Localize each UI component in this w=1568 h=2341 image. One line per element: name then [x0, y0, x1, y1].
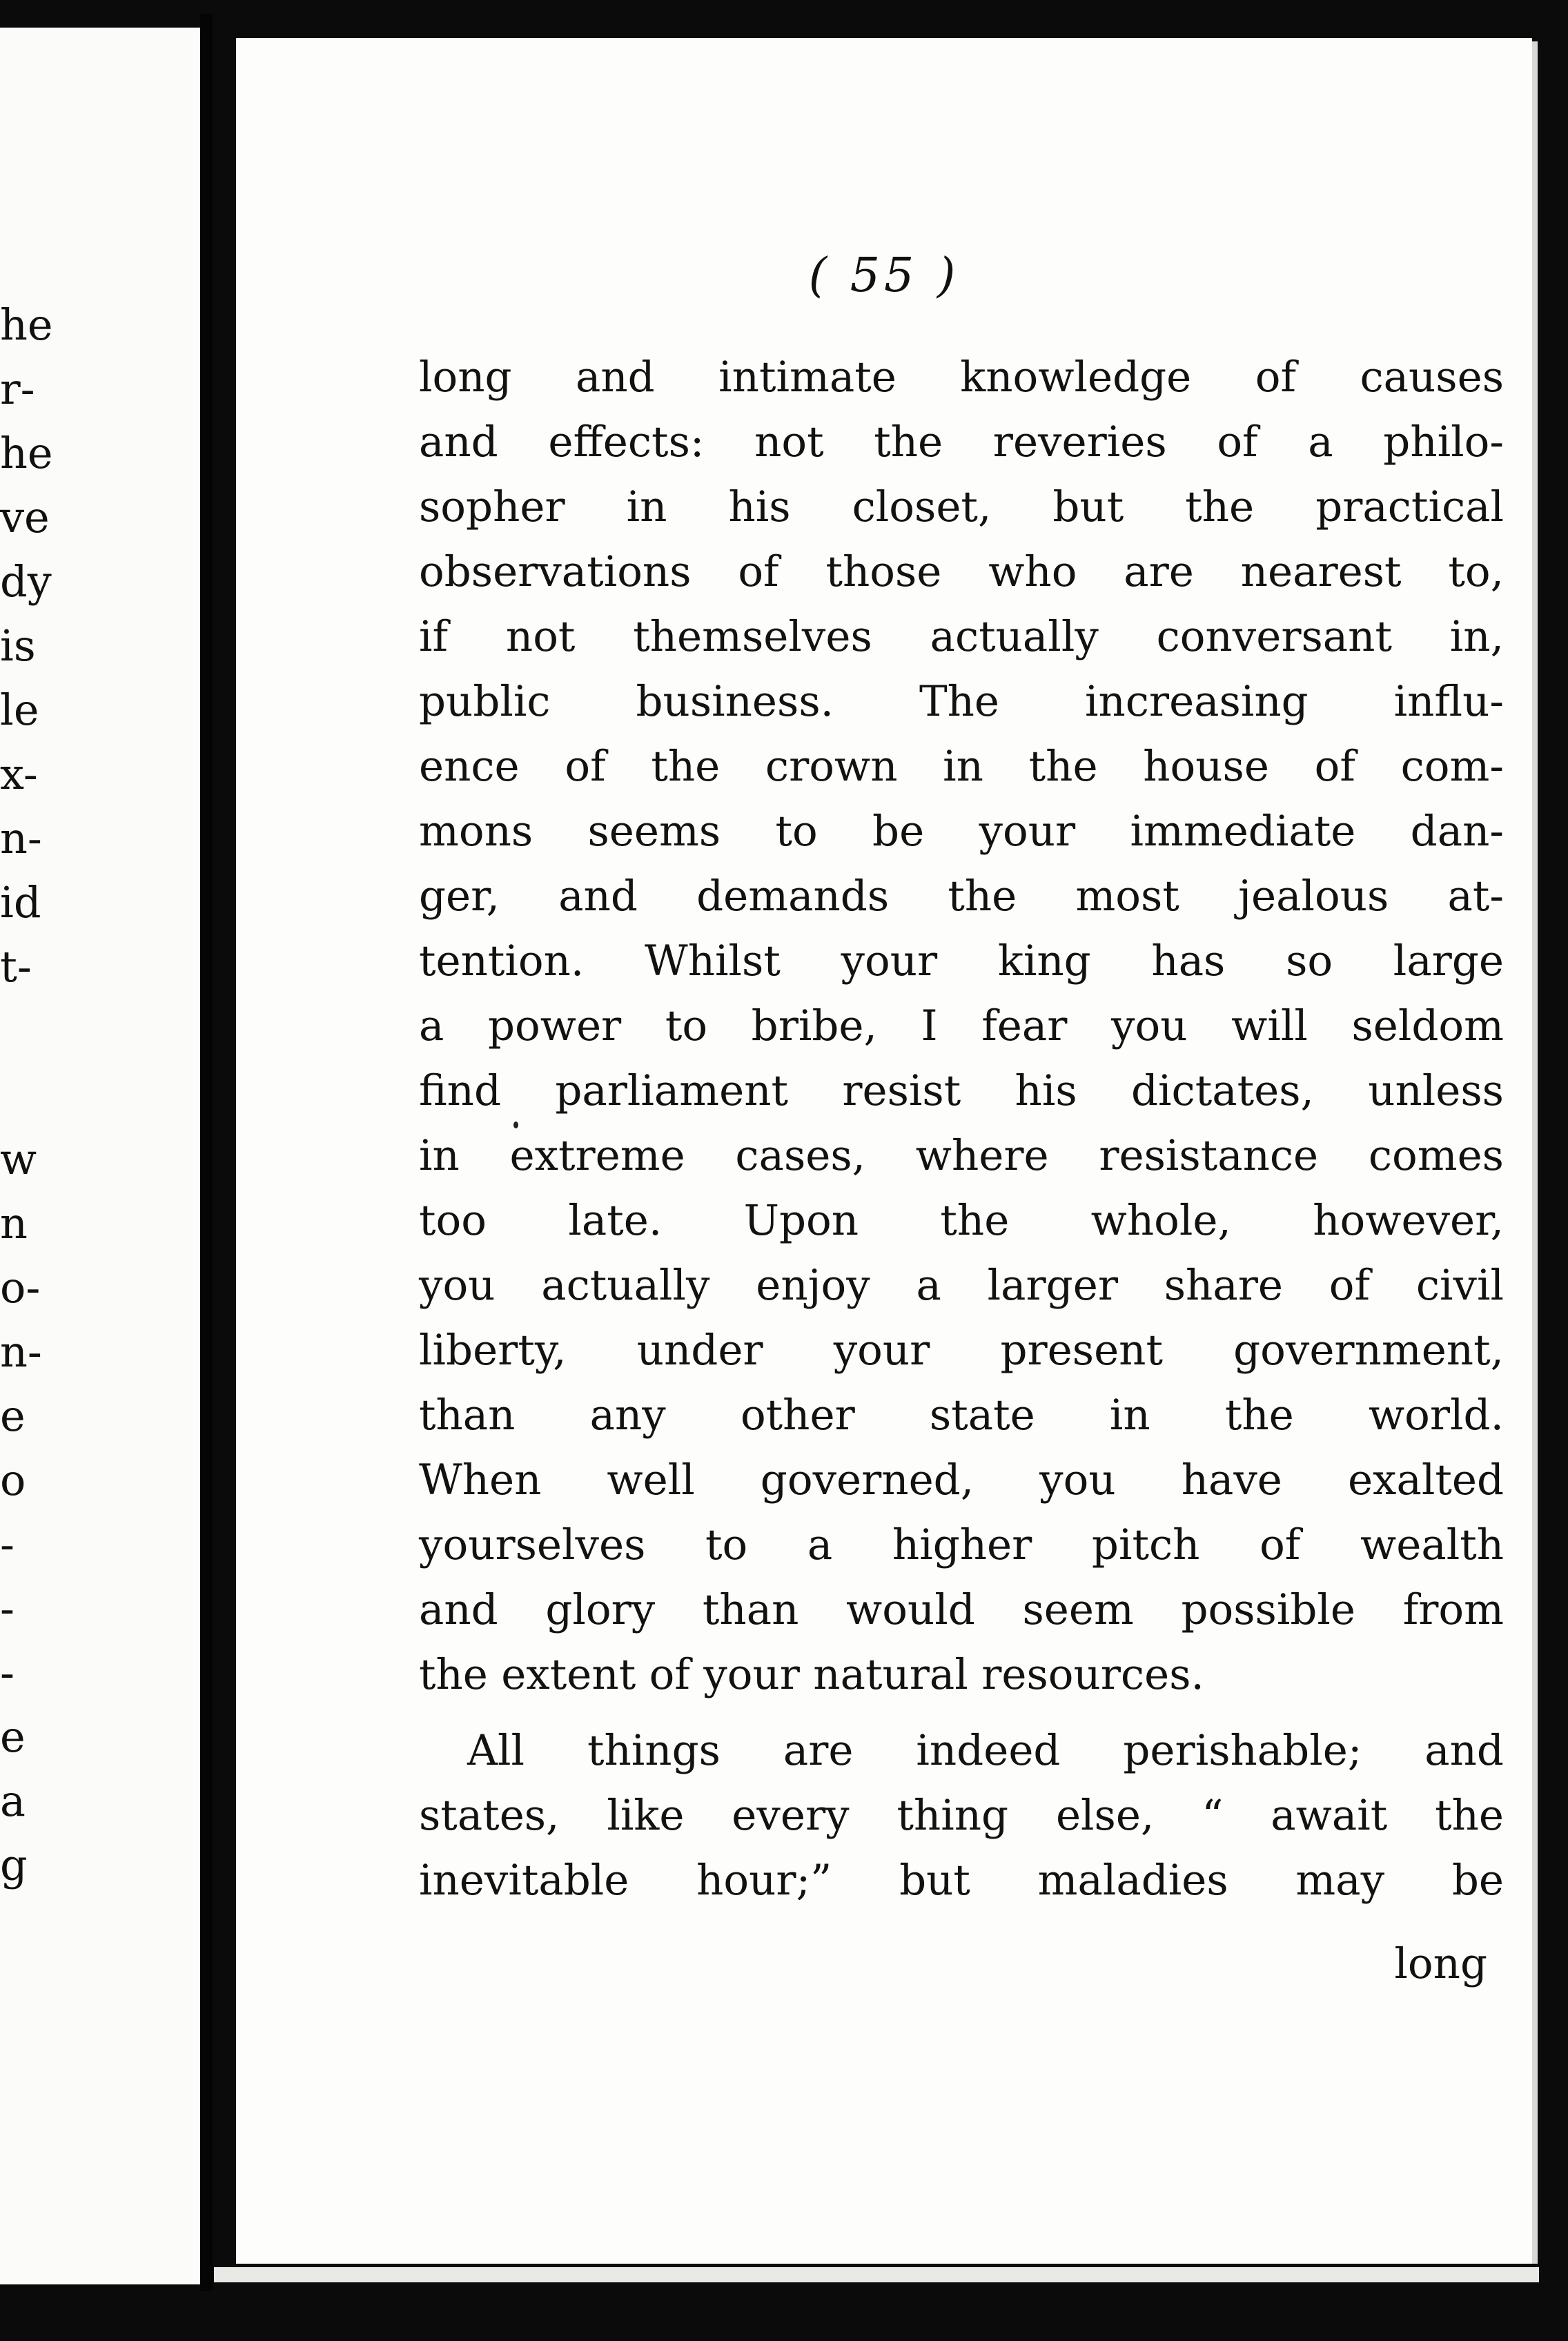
left-fragment: o- — [0, 1262, 41, 1313]
text-line: than any other state in the world. — [419, 1391, 1504, 1440]
text-line: public business. The increasing influ- — [419, 677, 1504, 726]
right-page-edge — [1532, 41, 1538, 2264]
bottom-page-edge — [214, 2267, 1539, 2282]
text-line: All things are indeed perishable; and — [467, 1726, 1504, 1775]
text-line: find parliament resist his dictates, unless — [419, 1066, 1504, 1115]
left-fragment: n — [0, 1198, 28, 1248]
text-line: ence of the crown in the house of com- — [419, 742, 1504, 791]
left-fragment: t- — [0, 941, 32, 992]
text-line: inevitable hour;” but maladies may be — [419, 1856, 1504, 1905]
catchword: long — [1394, 1939, 1487, 1988]
left-fragment: r- — [0, 364, 35, 414]
text-line: and glory than would seem possible from — [419, 1585, 1504, 1634]
text-line: When well governed, you have exalted — [419, 1456, 1504, 1505]
left-fragment: w — [0, 1134, 37, 1184]
left-fragment: e — [0, 1391, 26, 1441]
text-line: observations of those who are nearest to, — [419, 547, 1504, 596]
left-fragment: a — [0, 1776, 26, 1826]
left-fragment: le — [0, 685, 39, 735]
page-number: ( 55 ) — [808, 248, 960, 303]
text-line: you actually enjoy a larger share of civil — [419, 1261, 1504, 1310]
text-line: tention. Whilst your king has so large — [419, 937, 1504, 986]
left-fragment: dy — [0, 556, 52, 607]
text-line: ger, and demands the most jealous at- — [419, 872, 1504, 921]
left-fragment: n- — [0, 1326, 42, 1377]
paragraph-break — [419, 1707, 1504, 1718]
left-fragment: ve — [0, 492, 50, 542]
text-line: liberty, under your present government, — [419, 1326, 1504, 1375]
left-fragment: is — [0, 620, 36, 671]
text-line: a power to bribe, I fear you will seldom — [419, 1001, 1504, 1050]
left-fragment: id — [0, 877, 41, 928]
left-fragment: n- — [0, 813, 42, 863]
text-line: too late. Upon the whole, however, — [419, 1196, 1504, 1245]
left-fragment: - — [0, 1583, 14, 1634]
text-line: and effects: not the reveries of a philo- — [419, 418, 1504, 467]
right-page — [236, 38, 1532, 2264]
left-fragment: he — [0, 300, 53, 350]
left-fragment: - — [0, 1519, 14, 1569]
left-fragment: he — [0, 428, 53, 478]
text-line: long and intimate knowledge of causes — [419, 353, 1504, 402]
text-line: sopher in his closet, but the practical — [419, 482, 1504, 531]
text-line: if not themselves actually conversant in, — [419, 612, 1504, 661]
left-fragment: - — [0, 1647, 14, 1698]
left-fragment: x- — [0, 749, 38, 799]
text-line: in extreme cases, where resistance comes — [419, 1131, 1504, 1180]
left-fragment: e — [0, 1712, 26, 1762]
text-line: yourselves to a higher pitch of wealth — [419, 1520, 1504, 1569]
text-line: states, like every thing else, “ await the — [419, 1791, 1504, 1840]
page-body-text — [419, 345, 1504, 1913]
left-fragment: o — [0, 1455, 26, 1505]
book-gutter — [200, 14, 213, 2291]
left-page-edge — [0, 28, 200, 2284]
left-page-text-fragments — [0, 28, 200, 2284]
left-fragment: g — [0, 1840, 28, 1890]
text-line: the extent of your natural resources. — [419, 1650, 1204, 1699]
ink-speck — [513, 1121, 518, 1128]
text-line: mons seems to be your immediate dan- — [419, 807, 1504, 856]
